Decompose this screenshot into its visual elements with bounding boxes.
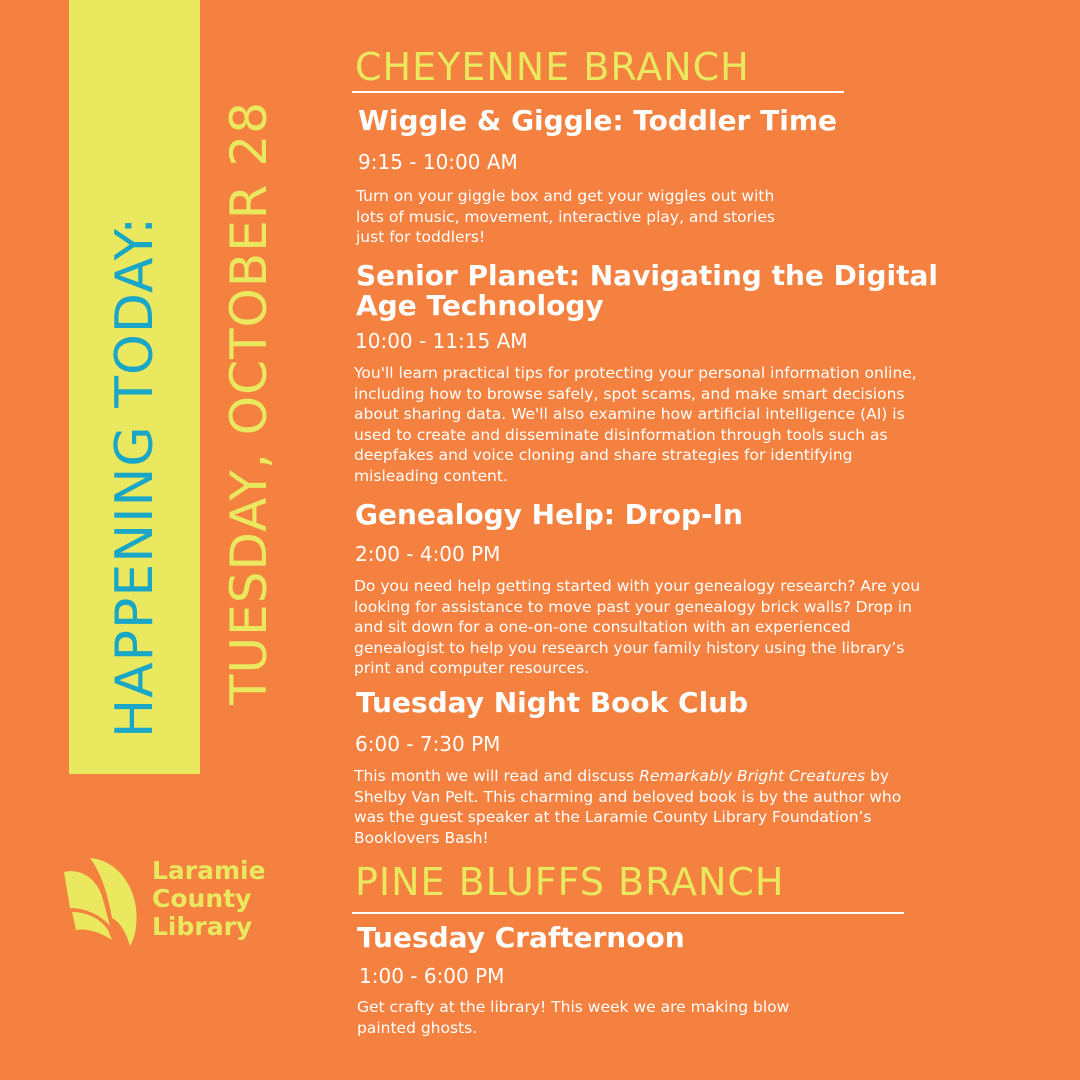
event-time: 10:00 - 11:15 AM	[355, 329, 528, 353]
logo-line: Laramie	[152, 856, 266, 885]
desc-line: Get crafty at the library! This week we are making blow	[357, 998, 790, 1016]
logo-line: Library	[152, 912, 253, 941]
desc-line: used to create and disseminate disinformation through tools such as	[354, 425, 888, 444]
desc-line	[354, 766, 901, 787]
library-logo-text	[152, 857, 266, 941]
event-description	[354, 363, 917, 486]
event-time: 6:00 - 7:30 PM	[355, 732, 501, 756]
event-title: Tuesday Night Book Club	[356, 686, 749, 719]
desc-line: was the guest speaker at the Laramie County Library Foundation’s	[354, 808, 872, 826]
desc-line: Booklovers Bash!	[354, 828, 489, 847]
event-title	[356, 261, 938, 321]
desc-text: by	[865, 767, 890, 785]
event-description	[354, 576, 920, 679]
branch-title-cheyenne: CHEYENNE BRANCH	[355, 45, 750, 89]
desc-line: Do you need help getting started with your genealogy research? Are you	[354, 577, 921, 595]
date-title: TUESDAY, OCTOBER 28	[220, 100, 278, 705]
desc-line: print and computer resources.	[354, 659, 590, 677]
book-title: Remarkably Bright Creatures	[639, 767, 866, 785]
library-logo-icon	[62, 856, 142, 948]
desc-line: just for toddlers!	[356, 228, 486, 246]
event-time: 2:00 - 4:00 PM	[355, 542, 501, 566]
logo-line: County	[152, 884, 252, 913]
desc-line: painted ghosts.	[357, 1018, 478, 1037]
desc-line: about sharing data. We'll also examine how artificial intelligence (AI) is	[354, 405, 905, 423]
event-description	[354, 766, 901, 848]
desc-line: looking for assistance to move past your genealogy brick walls? Drop in	[354, 597, 912, 616]
desc-line: deepfakes and voice cloning and share strategies for identifying	[354, 446, 853, 464]
event-description	[357, 997, 789, 1038]
desc-line: and sit down for a one-on-one consultation with an experienced	[354, 618, 851, 636]
divider	[352, 912, 904, 914]
event-title-line: Age Technology	[356, 289, 604, 322]
desc-line: Turn on your giggle box and get your wiggles out with	[356, 187, 775, 205]
desc-line: lots of music, movement, interactive play, and stories	[356, 207, 775, 226]
event-description	[356, 186, 775, 248]
desc-line: misleading content.	[354, 466, 508, 485]
desc-line: genealogist to help you research your family history using the library’s	[354, 638, 905, 657]
desc-line: You'll learn practical tips for protecting your personal information online,	[354, 364, 917, 382]
branch-title-pine-bluffs: PINE BLUFFS BRANCH	[355, 860, 785, 904]
event-title: Tuesday Crafternoon	[357, 921, 685, 954]
event-title-line: Senior Planet: Navigating the Digital	[356, 259, 938, 292]
divider	[352, 91, 844, 93]
event-title: Wiggle & Giggle: Toddler Time	[358, 104, 837, 137]
desc-line: Shelby Van Pelt. This charming and beloved book is by the author who	[354, 787, 902, 806]
desc-line: including how to browse safely, spot scams, and make smart decisions	[354, 384, 905, 403]
desc-text: This month we will read and discuss	[354, 767, 640, 785]
event-time: 9:15 - 10:00 AM	[358, 150, 518, 174]
happening-today-title: HAPPENING TODAY:	[105, 216, 165, 738]
event-time: 1:00 - 6:00 PM	[359, 964, 505, 988]
event-title: Genealogy Help: Drop-In	[355, 498, 743, 531]
